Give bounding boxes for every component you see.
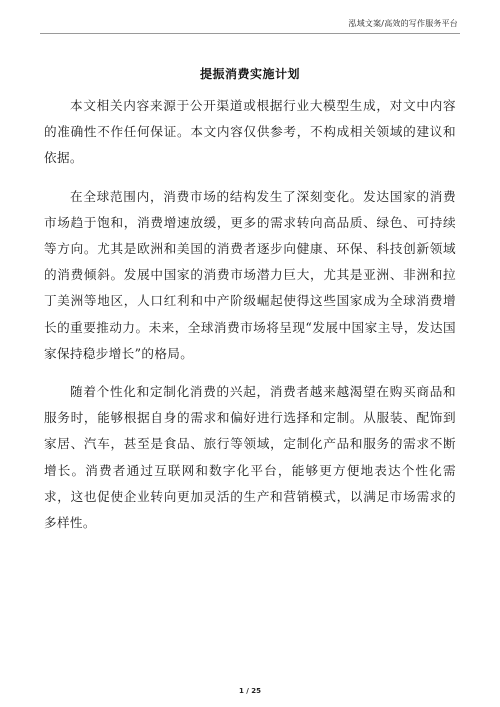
paragraph-global-market: 在全球范围内，消费市场的结构发生了深刻变化。发达国家的消费市场趋于饱和，消费增速放缓，更多的需求转向高品质、绿色、可持续等方向。尤其是欧洲和美国的消费者逐步向健康、环保、科技创新领域的消费倾斜。发展中国家的消费市场潜力巨大，尤其是亚洲、非洲和拉丁美洲等地区，人口红利和中产阶级崛起使得这些国家成为全球消费增长的重要推动力。未来，全球消费市场将呈现“发展中国家主导，发达国家保持稳步增长”的格局。: [44, 188, 456, 361]
page-header: 泓域文案/高效的写作服务平台: [348, 19, 458, 28]
document-title: 提振消费实施计划: [199, 67, 300, 81]
page-number: 1 / 25: [238, 687, 262, 695]
paragraph-personalization: 随着个性化和定制化消费的兴起，消费者越来越渴望在购买商品和服务时，能够根据自身的需求和偏好进行选择和定制。从服装、配饰到家居、汽车，甚至是食品、旅行等领域，定制化产品和服务的需求不断增长。消费者通过互联网和数字化平台，能够更方便地表达个性化需求，这也促使企业转向更加灵活的生产和营销模式，以满足市场需求的多样性。: [44, 384, 456, 531]
document-body: [44, 93, 456, 548]
header-divider: [40, 33, 460, 34]
paragraph-disclaimer: 本文相关内容来源于公开渠道或根据行业大模型生成，对文中内容的准确性不作任何保证。本文内容仅供参考，不构成相关领域的建议和依据。: [44, 98, 456, 166]
